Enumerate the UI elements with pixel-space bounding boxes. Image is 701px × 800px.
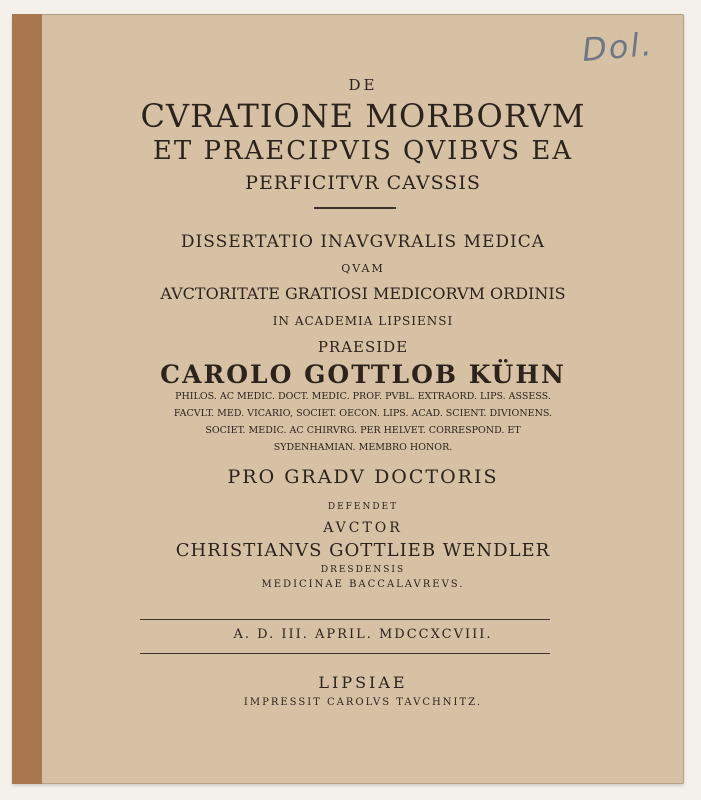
title-line-4: PERFICITVR CAVSSIS — [245, 172, 481, 194]
president-title-1: PHILOS. AC MEDIC. DOCT. MEDIC. PROF. PVBL. EXTRAORD. LIPS. ASSESS. — [175, 391, 551, 402]
pro-gradu-line: PRO GRADV DOCTORIS — [227, 466, 499, 488]
president-title-3: SOCIET. MEDIC. AC CHIRVRG. PER HELVET. CORRESPOND. ET — [205, 425, 521, 436]
defendet-label: DEFENDET — [327, 502, 399, 512]
auctor-label: AVCTOR — [323, 520, 403, 536]
publication-date: A. D. III. APRIL. MDCCXCVIII. — [233, 627, 493, 642]
academia-line: IN ACADEMIA LIPSIENSI — [272, 314, 454, 328]
president-name: CAROLO GOTTLOB KÜHN — [160, 360, 566, 389]
president-title-2: FACVLT. MED. VICARIO, SOCIET. OECON. LIPS. ACAD. SCIENT. DIVIONENS. — [173, 408, 553, 419]
title-divider — [314, 207, 396, 209]
dissertation-label: DISSERTATIO INAVGVRALIS MEDICA — [180, 232, 546, 252]
auctoritate-line: AVCTORITATE GRATIOSI MEDICORVM ORDINIS — [160, 284, 566, 303]
handwritten-note: Dol. — [580, 24, 655, 70]
date-rule-bottom — [140, 653, 550, 654]
binding-strip — [12, 14, 42, 784]
quam-label: QVAM — [341, 262, 385, 275]
imprint-printer: IMPRESSIT CAROLVS TAVCHNITZ. — [243, 697, 483, 708]
date-rule-top — [140, 619, 550, 620]
praeside-label: PRAESIDE — [317, 338, 409, 356]
title-line-1: DE — [348, 76, 378, 94]
author-degree: MEDICINAE BACCALAVREVS. — [261, 579, 465, 590]
author-name: CHRISTIANVS GOTTLIEB WENDLER — [175, 540, 551, 561]
imprint-city: LIPSIAE — [318, 673, 408, 692]
title-line-2: CVRATIONE MORBORVM — [140, 97, 586, 135]
title-line-3: ET PRAECIPVIS QVIBVS EA — [152, 136, 574, 166]
president-title-4: SYDENHAMIAN. MEMBRO HONOR. — [273, 442, 453, 453]
author-origin: DRESDENSIS — [320, 565, 406, 575]
title-page-content — [42, 14, 684, 784]
